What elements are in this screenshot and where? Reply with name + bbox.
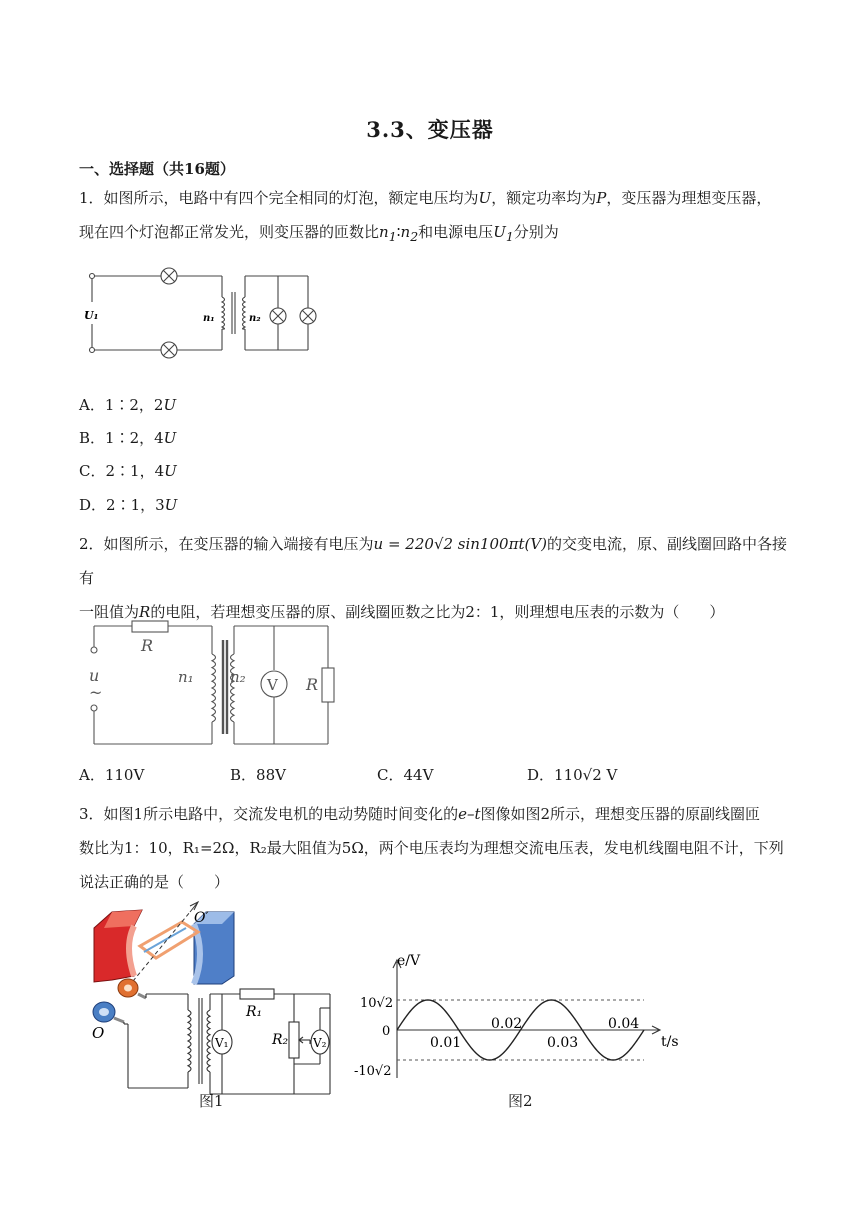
label-r1: R₁	[246, 1004, 263, 1020]
x-tick-0.03: 0.03	[547, 1035, 579, 1051]
q1-option-b[interactable]: B．1∶2，4U	[79, 429, 177, 447]
y-tick-zero: 0	[382, 1024, 391, 1039]
label-r2: R₂	[272, 1032, 289, 1048]
x-tick-0.02: 0.02	[491, 1016, 523, 1032]
q1-option-a[interactable]: A．1∶2，2U	[79, 396, 177, 414]
question-3-text: 3．如图1所示电路中，交流发电机的电动势随时间变化的e–t图像如图2所示，理想变压器的原副线圈匝 数比为1：10，R₁=2Ω，R₂最大阻值为5Ω，两个电压表均为理想交流电压表，发电机线圈电阻不计，下列 说法正确的是（ ）	[79, 805, 784, 891]
x-tick-0.01: 0.01	[430, 1035, 462, 1051]
voltmeter-v1-label: V₁	[215, 1036, 229, 1050]
x-axis-label: t/s	[661, 1034, 679, 1050]
label-u1: U₁	[84, 309, 99, 322]
q2-option-a[interactable]: A．110V	[79, 766, 145, 784]
question-2-circuit-figure	[84, 618, 364, 750]
y-axis-label: e/V	[397, 953, 421, 969]
question-3-figure-2-chart	[352, 952, 688, 1088]
label-u: u	[89, 666, 100, 685]
q2-option-b[interactable]: B．88V	[230, 766, 286, 784]
label-n2: n₂	[230, 668, 246, 686]
figure-2-caption: 图2	[508, 1092, 533, 1110]
question-1-circuit-figure	[82, 262, 322, 362]
label-r-top: R	[141, 636, 154, 655]
voltmeter-label: V	[267, 676, 278, 694]
question-2-text: 2．如图所示，在变压器的输入端接有电压为u = 220√2 sin100πt(V)的交变电流，原、副线圈回路中各接有 一阻值为R的电阻，若理想变压器的原、副线圈匝数之比为2：1，则理想电压表的示数为（ ）	[79, 535, 788, 621]
label-r-right: R	[306, 675, 319, 694]
section-heading: 一、选择题（共16题）	[79, 160, 235, 178]
label-tilde: ~	[89, 683, 103, 702]
question-3-figure-1	[82, 898, 344, 1098]
question-1-text: 1．如图所示，电路中有四个完全相同的灯泡，额定电压均为U，额定功率均为P，变压器为理想变压器， 现在四个灯泡都正常发光，则变压器的匝数比$n_1∶n_2$和电源电压$U_1$分别为	[79, 189, 772, 244]
label-n1: n₁	[178, 668, 194, 686]
label-o-prime: O′	[194, 910, 209, 926]
q1-option-c[interactable]: C．2∶1，4U	[79, 462, 177, 480]
q2-option-c[interactable]: C．44V	[377, 766, 434, 784]
figure-1-caption: 图1	[199, 1092, 224, 1110]
q1-option-d[interactable]: D．2∶1，3U	[79, 496, 178, 514]
y-tick-top: 10√2	[360, 996, 394, 1011]
label-n1: n₁	[203, 313, 215, 324]
label-n2: n₂	[249, 313, 261, 324]
page-title: 3.3、变压器	[366, 117, 494, 142]
voltmeter-v2-label: V₂	[313, 1036, 327, 1050]
q2-formula: u = 220√2 sin100πt(V)	[373, 535, 548, 553]
x-tick-0.04: 0.04	[608, 1016, 640, 1032]
q2-option-d[interactable]: D．110√2 V	[527, 766, 618, 784]
y-tick-bottom: -10√2	[354, 1064, 392, 1079]
label-o: O	[92, 1024, 105, 1042]
